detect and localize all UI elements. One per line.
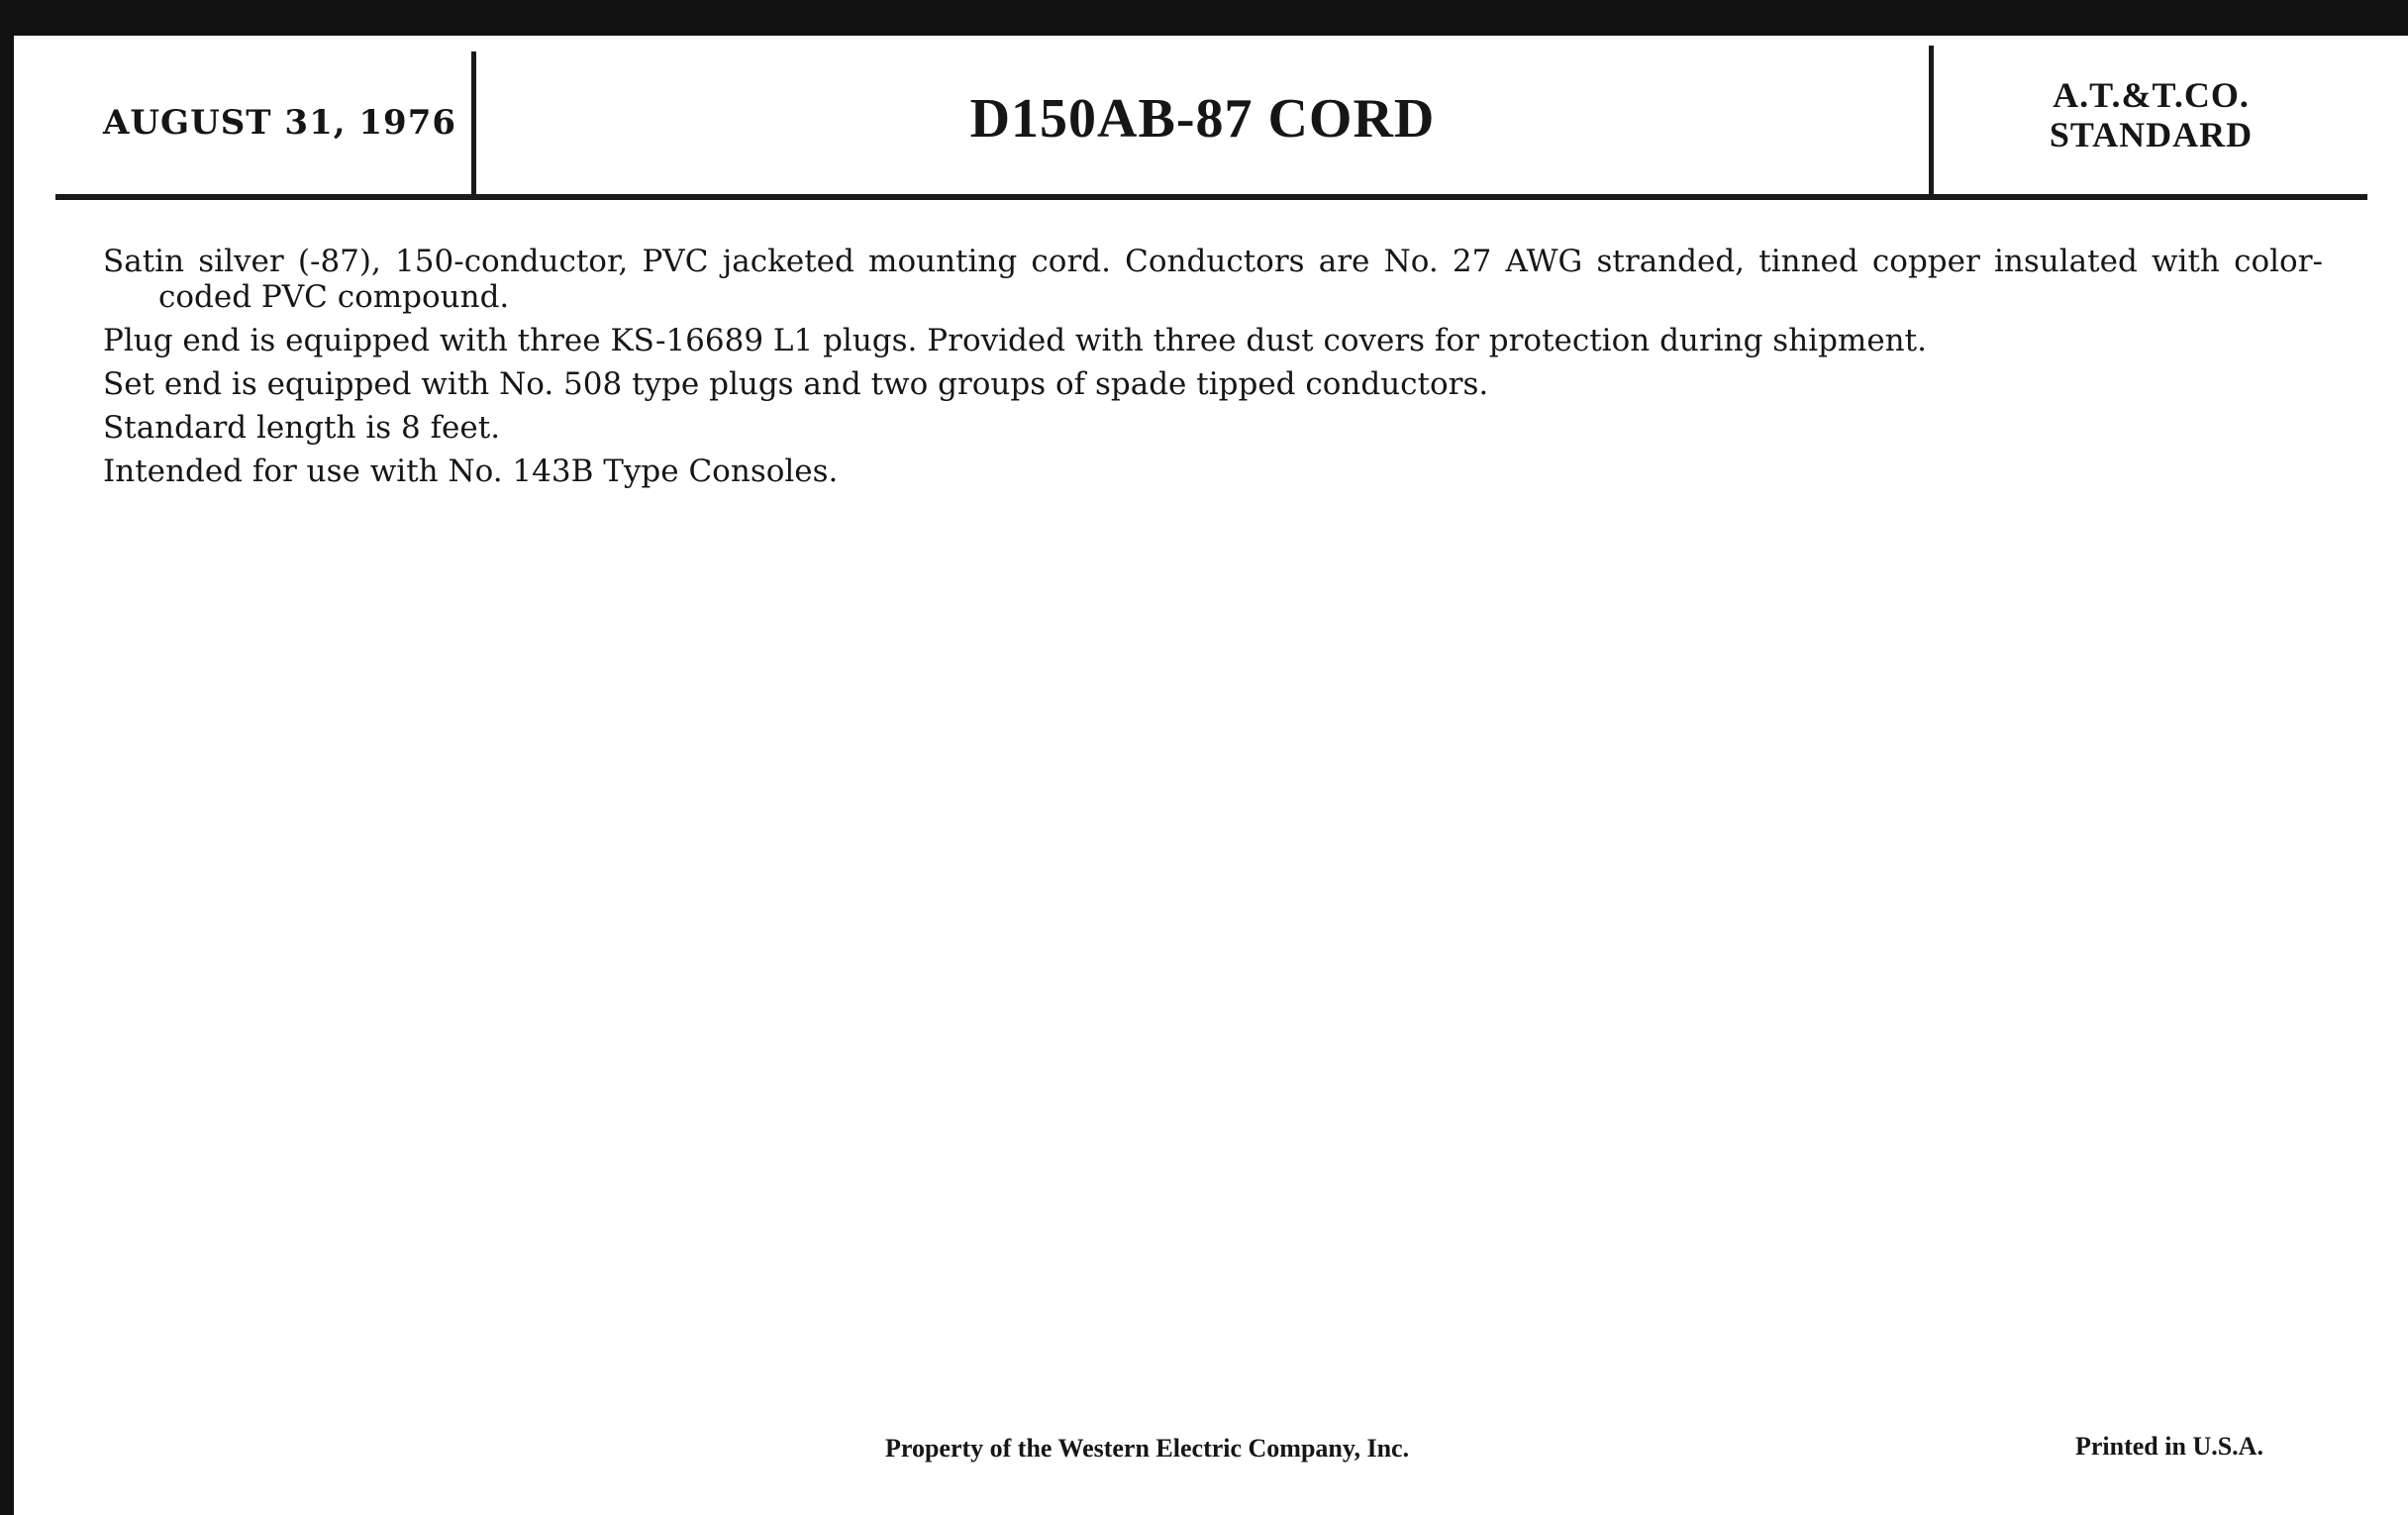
- description-paragraph: Intended for use with No. 143B Type Consoles.: [103, 454, 839, 489]
- issue-date: AUGUST 31, 1976: [103, 103, 457, 143]
- header-rule: [55, 194, 2367, 200]
- standard-label: [1934, 75, 2368, 154]
- standard-label-line2: STANDARD: [2049, 115, 2254, 154]
- standard-label-line1: A.T.&T.CO.: [2053, 75, 2250, 115]
- description-paragraph: Satin silver (-87), 150-conductor, PVC jacketed mounting cord. Conductors are No. 27 AWG stranded, tinned copper insulated with color-coded PVC compound.: [103, 244, 2323, 315]
- description-paragraph: Plug end is equipped with three KS-16689 L1 plugs. Provided with three dust covers for protection during shipment.: [103, 323, 1927, 358]
- footer-printed-in: Printed in U.S.A.: [2075, 1432, 2263, 1461]
- description-paragraph: Standard length is 8 feet.: [103, 410, 501, 446]
- description-body: [103, 244, 2323, 497]
- document-title: D150AB-87 CORD: [969, 88, 1436, 150]
- spec-card: [14, 36, 2408, 1515]
- footer-property-notice: Property of the Western Electric Company, Inc.: [885, 1434, 1410, 1463]
- description-paragraph: Set end is equipped with No. 508 type plugs and two groups of spade tipped conductors.: [103, 366, 1489, 402]
